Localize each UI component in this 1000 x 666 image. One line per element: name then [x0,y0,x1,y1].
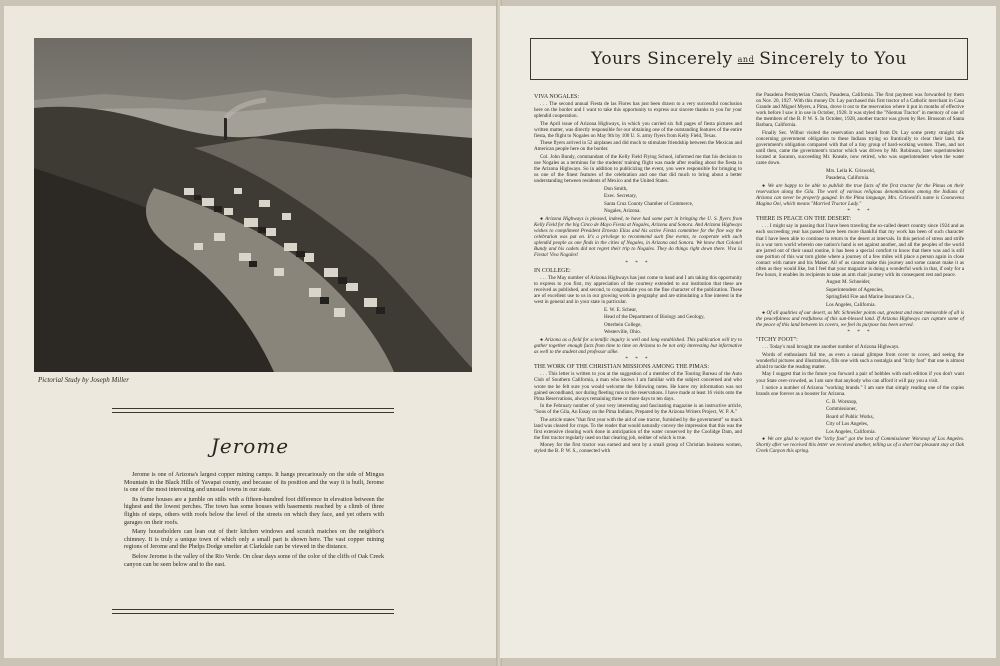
header-part2: Sincerely to You [759,49,907,69]
editor-reply: ● We are glad to report the "itchy foot" got the best of Commissioner Worsnop of Los Angeles. Shortly after we received this letter we received another, telling us of a short but pleasant stay at Oak Creek Canyon this spring. [756,436,964,455]
editor-reply: ● Arizona as a field for scientific inquiry is well and long established. This publication will try to gather together enough facts from time to time on Arizona to be not only interesting but informative as well to the student and professor alike. [534,336,742,355]
letter-paragraph: Col. John Bundy, commandant of the Kelly Field Flying School, informed me that his decision to use Nogales as a terminus for the students' training flight was made after reading about the fiesta in the Arizona Highways. So in addition to publicizing the event, you were responsible for bringing to us one of the finest features of the celebration and one that did much to bring about a better understanding between residents of Mexico and the United States. [534,153,742,185]
letter-paragraph: May I suggest that in the future you forward a pair of hobbles with each edition if you don't want your State over-crowded, as I am sure that anybody who can afford it will pay you a visit. [756,371,964,384]
letter-paragraph: The April issue of Arizona Highways, in which you carried six full pages of fiesta pictures and written matter, was directly responsible for our obtaining one of the outstanding features of the entire fiesta, the flight to Nogales on May 9th by 100 U. S. army flyers from Kelly Field, Texas. [534,120,742,139]
letter-signature: August M. Schneider, [826,279,871,286]
photo-caption: Pictorial Study by Joseph Miller [38,376,129,384]
letter-signature: Springfield Fire and Marine Insurance Co., [826,294,914,301]
letter-paragraph: In the February number of your very interesting and fascinating magazine is an instructive article, "Sons of the Gila, An Essay on the Pima Indians, Prepared by the Arizona Writers Project, W. P. A." [534,403,742,416]
letter-paragraph: . . . The May number of Arizona Highways has just come to hand and I am taking this opportunity to express to you first, my appreciation of the courtesy extended to our institution that these are received as published, and second, to congratulate you on the fine character of the publication. These are of excellent use to us in our growing work in geography and are stimulating a fine interest in the west in general and in your state in particular. [534,274,742,305]
letter-paragraph: Money for the first tractor was earned and sent by a small group of Christian business women, styled the B. P. W. S., connected with [534,442,742,455]
header-part1: Yours Sincerely [591,49,733,69]
letter-signature: Los Angeles, California. [826,302,876,308]
letter-paragraph: I notice a number of Arizona "working brands." I am sure that simply reading one of the copies brands one forever as a booster for Arizona. [756,385,964,398]
letter-paragraph: the Pasadena Presbyterian Church, Pasadena, California. The first payment was forwarded by them on Nov. 20, 1927. With this money Dr. Lay purchased this first tractor of a Catholic merchant in Casa Grande and Miguel Myers, a Pima, drove it out to the reservation where it put in months of effective work before I saw it in use in October, 1928. It was styled the "Nieman Tractor" in memory of one of the members of the B. P. W. S. In October, 1928, another tractor was given by Rev. Brossom of Santa Barbara, California. [756,92,964,129]
divider [112,609,394,610]
letter-paragraph: Words of enthusiasm fail me, as even a casual glimpse from cover to cover, and seeing the wonderful pictures and illustrations, fills one with such a nostalgia and "itchy foot" that one is almost afraid to tackle the reading matter. [756,351,964,370]
letter-signature: Board of Public Works, [826,413,874,420]
article-body [124,472,384,571]
letter-signature: Otterbein College, [604,321,642,328]
letter-heading: "ITCHY FOOT": [756,337,798,344]
section-separator: * * * [847,208,873,215]
letter-signature: Head of the Department of Biology and Geology, [604,314,705,321]
letter-paragraph: . . . The second annual Fiesta de las Flores has just been drawn to a very successful conclusion here on the border and I want to take this opportunity to express our sincere thanks to you for your splendid cooperation. [534,101,742,120]
letter-paragraph: Finally Sec. Wilbur visited the reservation and heard from Dr. Lay some pretty straight talk concerning government obligation to these Indians trying so frantically to clear their land, the government's obligation compared with that of a tiny group of hard-working women. Then, and not until then, came the government's tractor which was driven by Mr. Robinson, later superintendent located at Sacaton, succeeding Mr. Kneale, now retired, who was superintendent when the water came down. [756,129,964,167]
letter-paragraph: The article states "that first year with the aid of one tractor, furnished by the government" so much land was cleared for crops. To the reader that would naturally convey the impression that this was the first extensive clearing work done in anticipation of the water conserved by the Coolidge Dam, and the first tractor regularly used on that clearing job, neither of which is true. [534,416,742,441]
paragraph: Below Jerome is the valley of the Rio Verde. On clear days some of the color of the cliffs of Oak Creek canyon can be seen below and to the east. [124,553,384,568]
letter-heading: THERE IS PEACE ON THE DESERT: [756,216,852,223]
letter-heading: VIVA NOGALES: [534,94,580,100]
letters-column-2 [756,92,964,456]
editor-reply: ● We are happy to be able to publish the true facts of the first tractor for the Pimas on their reservation along the Gila. The work of various religious denominations among the Indians of Arizona can never be properly gauged. In the Pima language, Mrs. Griswold's name is Coonavena Magina Ooi, which means "Married Tractor Lady." [756,182,964,207]
paragraph: Many householders can lean out of their kitchen windows and scratch matches on the neighbor's chimney. It is truly a unique town of which only a small part is shown here. The vast copper mining regions of Jerome and the Phelps Dodge smelter at Clarkdale can be viewed in the distance. [124,529,384,551]
letter-signature: Pasadena, California. [826,175,870,182]
divider [112,613,394,614]
letter-paragraph: . . . I might say in passing that I have been traveling the so-called desert country since 1924 and as each succeeding year has passed have been more thankful that my work has been of such character that I have been able to continue to return to the desert at intervals. In this period of stress and strife in a war torn world wherein one nation's hand is set against another, and all the peoples of the world are jarred out of their usual routine, it has been a special comfort to know that there was and is still one portion of this war torn globe where a journey of a few miles will place a person again in close contact with nature and his Maker. All of us cannot make this journey and some cannot make it as often as they would like, but I feel that your magazine is doing a wonderful work in that, if only for a few hours, it enables its recipients to take an arm chair journey with its consequent rest and peace. [756,223,964,278]
letter-heading: IN COLLEGE: [534,267,571,274]
paragraph: Its frame houses are a jumble on stilts with a fifteen-hundred foot difference in elevation between the highest and the lowest perches. The town has some houses with basements reached by a climb of three flights of steps, others with roofs below the level of the streets on which they face, and yet others with garages on their roofs. [124,496,384,526]
section-separator: * * * [847,329,873,336]
letter-paragraph: . . . This letter is written to you at the suggestion of a member of the Touring Bureau of the Auto Club of Southern California, a man who knows I am familiar with the subject concerned and who wrote me he felt sure you would welcome the following notes. He knew my information was not gained secondhand, nor during fleeting runs to the reservations. I have made at least 16 visits onto the Pima Reservations, always remaining three or more days to ten days. [534,371,742,402]
section-separator: * * * [625,356,651,363]
header-and: and [737,54,755,64]
editor-reply: ● Of all qualities of our desert, as Mr. Schneider points out, greatest and most memorable of all is the peacefulness and restfulness of this sun-blessed land. If Arizona Highways can capture some of the peace of this land between its covers, we feel its purpose has been served. [756,309,964,328]
divider [112,412,394,413]
section-separator: * * * [625,259,651,266]
paragraph: Jerome is one of Arizona's largest copper mining camps. It hangs precariously on the side of Mingus Mountain in the Black Hills of Yavapai county, and because of its position and the way it is built, Jerome is one of the most interesting and unusual towns in our state. [124,472,384,494]
letter-signature: Westerville, Ohio. [604,329,642,336]
letter-signature: Commissioner, [826,406,857,413]
letter-signature: Los Angeles, California. [826,428,876,435]
letter-signature: E. W. E. Schear, [604,306,638,313]
editor-reply: ● Arizona Highways is pleased, indeed, to have had some part in bringing the U. S. flyers from Kelly Field for the big Cinco de Mayo Fiesta at Nogales, Arizona and Sonora. And Arizona Highways wishes to compliment President Ernesto Elias and his active Fiesta committee for the fine way the celebration was put on. It's a privilege to recommend such fine events, to cooperate with such splendid people as one finds in the cities of Nogales, in Arizona and Sonora. We know that Colonel Bundy and his cadets did not regret their trip to Nogales. They do things right down there. Viva la Fiesta! Viva Nogales! [534,215,742,259]
left-page [4,6,496,658]
page-title: Jerome [210,434,290,458]
letter-signature: Nogales, Arizona. [604,208,641,215]
letter-signature: City of Los Angeles, [826,421,869,428]
letter-signature: Don Smith, [604,185,628,192]
letter-signature: Superintendent of Agencies, [826,286,884,293]
section-header [530,38,968,80]
right-page [500,6,996,658]
letters-column-1 [534,92,742,456]
letter-signature: Exec. Secretary, [604,193,637,200]
letter-paragraph: . . . Today's mail brought me another number of Arizona Highways. [762,344,900,351]
letter-heading: THE WORK OF THE CHRISTIAN MISSIONS AMONG THE PIMAS: [534,364,710,371]
letter-signature: Mrs. Leila K. Griswold, [826,167,875,174]
jerome-photo [34,38,472,372]
divider [112,408,394,409]
letter-signature: Santa Cruz County Chamber of Commerce, [604,200,694,207]
letter-signature: C. B. Worsnop, [826,398,858,405]
letter-paragraph: These flyers arrived in 52 airplanes and did much to stimulate friendship between the Mexican and American people here on the border. [534,140,742,153]
